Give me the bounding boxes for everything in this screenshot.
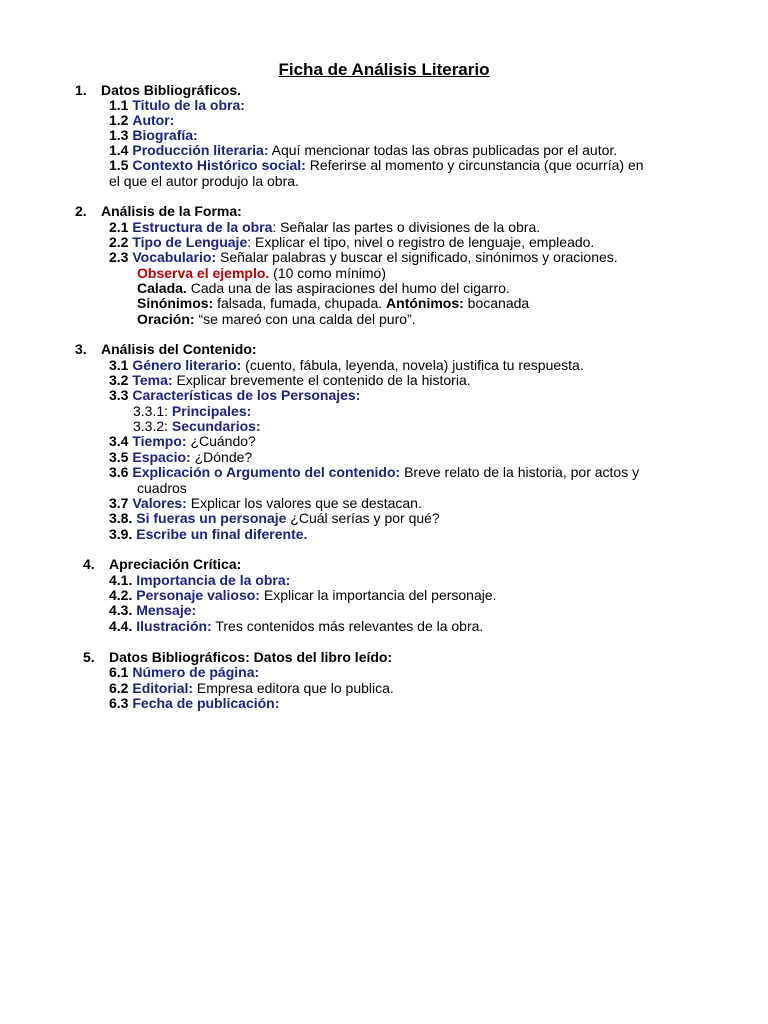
item-4-1 <box>109 572 290 588</box>
item-3-5 <box>109 449 252 465</box>
item-number: 3.6 <box>109 464 129 480</box>
synonyms-text: falsada, fumada, chupada. <box>213 295 387 311</box>
item-text: (cuento, fábula, leyenda, novela) justifica tu respuesta. <box>241 357 584 373</box>
item-1-4 <box>109 142 617 158</box>
example-word: Calada. <box>137 280 187 296</box>
item-label: Valores: <box>132 495 187 511</box>
item-label: Género literario: <box>132 357 242 373</box>
item-text: Tres contenidos más relevantes de la obra. <box>211 618 484 634</box>
item-number: 1.1 <box>109 97 129 113</box>
item-number: 6.1 <box>109 664 129 680</box>
item-label: Si fueras un personaje <box>136 510 287 526</box>
section-3-heading: Análisis del Contenido: <box>101 341 257 357</box>
item-label: Contexto Histórico social: <box>132 157 306 173</box>
item-number: 3.2 <box>109 372 129 388</box>
item-label: Secundarios: <box>171 418 261 434</box>
antonyms-label: Antónimos: <box>386 295 464 311</box>
item-number: 3.5 <box>109 449 129 465</box>
item-number: 3.4 <box>109 433 129 449</box>
item-number: 3.7 <box>109 495 129 511</box>
example-label: Observa el ejemplo. <box>137 265 270 281</box>
item-number: 3.3 <box>109 387 129 403</box>
item-text: Breve relato de la historia, por actos y <box>400 464 640 480</box>
item-text: Aquí mencionar todas las obras publicadas por el autor. <box>268 142 618 158</box>
item-label: Editorial: <box>132 680 194 696</box>
example-synonyms <box>137 295 529 311</box>
item-6-3 <box>109 695 279 711</box>
item-text: Explicar la importancia del personaje. <box>259 587 497 603</box>
item-1-1 <box>109 97 245 113</box>
item-number: 1.5 <box>109 157 129 173</box>
item-label: Número de página: <box>132 664 260 680</box>
document-title: Ficha de Análisis Literario <box>278 60 490 79</box>
item-3-6-continuation: cuadros <box>137 480 187 496</box>
item-label: Principales: <box>171 403 252 419</box>
item-3-4 <box>109 433 256 449</box>
item-number: 4.1. <box>109 572 133 588</box>
item-label: Características de los Personajes: <box>132 387 361 403</box>
item-2-1 <box>109 219 540 235</box>
section-2-heading: Análisis de la Forma: <box>101 203 242 219</box>
item-label: Vocabulario: <box>132 249 217 265</box>
item-4-2 <box>109 587 497 603</box>
item-label: Estructura de la obra <box>132 219 273 235</box>
item-3-1 <box>109 357 584 373</box>
item-text: Explicar los valores que se destacan. <box>186 495 422 511</box>
item-text: : Señalar las partes o divisiones de la obra. <box>272 219 541 235</box>
example-note <box>137 265 386 281</box>
item-number: 3.1 <box>109 357 129 373</box>
item-text: Explicar brevemente el contenido de la historia. <box>172 372 471 388</box>
item-text: : Explicar el tipo, nivel o registro de lenguaje, empleado. <box>247 234 595 250</box>
item-label: Tiempo: <box>132 433 187 449</box>
item-number: 3.8. <box>109 510 133 526</box>
item-label: Importancia de la obra: <box>136 572 291 588</box>
item-number: 3.3.1: <box>133 403 169 419</box>
section-5-heading: Datos Bibliográficos: Datos del libro leído: <box>109 649 393 665</box>
example-sentence <box>137 311 416 327</box>
item-number: 6.3 <box>109 695 129 711</box>
item-number: 6.2 <box>109 680 129 696</box>
item-label: Personaje valioso: <box>136 587 260 603</box>
example-definition: Cada una de las aspiraciones del humo del cigarro. <box>186 280 510 296</box>
item-6-1 <box>109 664 259 680</box>
item-label: Escribe un final diferente. <box>136 526 308 542</box>
item-label: Explicación o Argumento del contenido: <box>132 464 401 480</box>
section-1-number: 1. <box>75 82 87 98</box>
section-1-heading: Datos Bibliográficos. <box>101 82 242 98</box>
section-4-heading: Apreciación Crítica: <box>109 556 242 572</box>
item-3-3-1 <box>133 403 251 419</box>
item-number: 2.1 <box>109 219 129 235</box>
item-label: Titulo de la obra: <box>132 97 245 113</box>
item-4-3 <box>109 602 196 618</box>
example-text: (10 como mínimo) <box>269 265 386 281</box>
item-number: 1.4 <box>109 142 129 158</box>
item-3-3-2 <box>133 418 261 434</box>
item-number: 4.4. <box>109 618 133 634</box>
item-label: Espacio: <box>132 449 191 465</box>
item-text: Señalar palabras y buscar el significado, sinónimos y oraciones. <box>216 249 618 265</box>
item-label: Ilustración: <box>136 618 212 634</box>
section-3-number: 3. <box>75 341 87 357</box>
item-number: 1.2 <box>109 112 129 128</box>
item-number: 4.2. <box>109 587 133 603</box>
item-3-7 <box>109 495 422 511</box>
item-number: 3.3.2: <box>133 418 169 434</box>
item-number: 1.3 <box>109 127 129 143</box>
section-2-number: 2. <box>75 203 87 219</box>
synonyms-label: Sinónimos: <box>137 295 214 311</box>
item-6-2 <box>109 680 394 696</box>
item-text: Empresa editora que lo publica. <box>193 680 394 696</box>
item-label: Tema: <box>132 372 173 388</box>
item-label: Fecha de publicación: <box>132 695 280 711</box>
item-number: 2.3 <box>109 249 129 265</box>
item-1-5 <box>109 157 644 173</box>
sentence-text: “se mareó con una calda del puro”. <box>194 311 416 327</box>
item-label: Tipo de Lenguaje <box>132 234 248 250</box>
section-4-number: 4. <box>83 556 95 572</box>
item-3-9 <box>109 526 307 542</box>
item-2-3 <box>109 249 618 265</box>
item-1-5-continuation: el que el autor produjo la obra. <box>109 173 299 189</box>
item-3-3 <box>109 387 360 403</box>
item-text: ¿Cuál serías y por qué? <box>286 510 440 526</box>
item-label: Mensaje: <box>136 602 197 618</box>
item-label: Producción literaria: <box>132 142 269 158</box>
item-3-8 <box>109 510 440 526</box>
item-3-6 <box>109 464 639 480</box>
example-calada <box>137 280 510 296</box>
item-label: Biografía: <box>132 127 198 143</box>
item-4-4 <box>109 618 483 634</box>
sentence-label: Oración: <box>137 311 195 327</box>
item-1-2 <box>109 112 174 128</box>
antonyms-text: bocanada <box>463 295 530 311</box>
item-3-2 <box>109 372 471 388</box>
item-1-3 <box>109 127 198 143</box>
item-number: 2.2 <box>109 234 129 250</box>
item-text: ¿Cuándo? <box>186 433 256 449</box>
item-label: Autor: <box>132 112 175 128</box>
item-text: Referirse al momento y circunstancia (que ocurría) en <box>305 157 644 173</box>
item-text: ¿Dónde? <box>190 449 253 465</box>
item-2-2 <box>109 234 594 250</box>
section-5-number: 5. <box>83 649 95 665</box>
item-number: 4.3. <box>109 602 133 618</box>
item-number: 3.9. <box>109 526 133 542</box>
